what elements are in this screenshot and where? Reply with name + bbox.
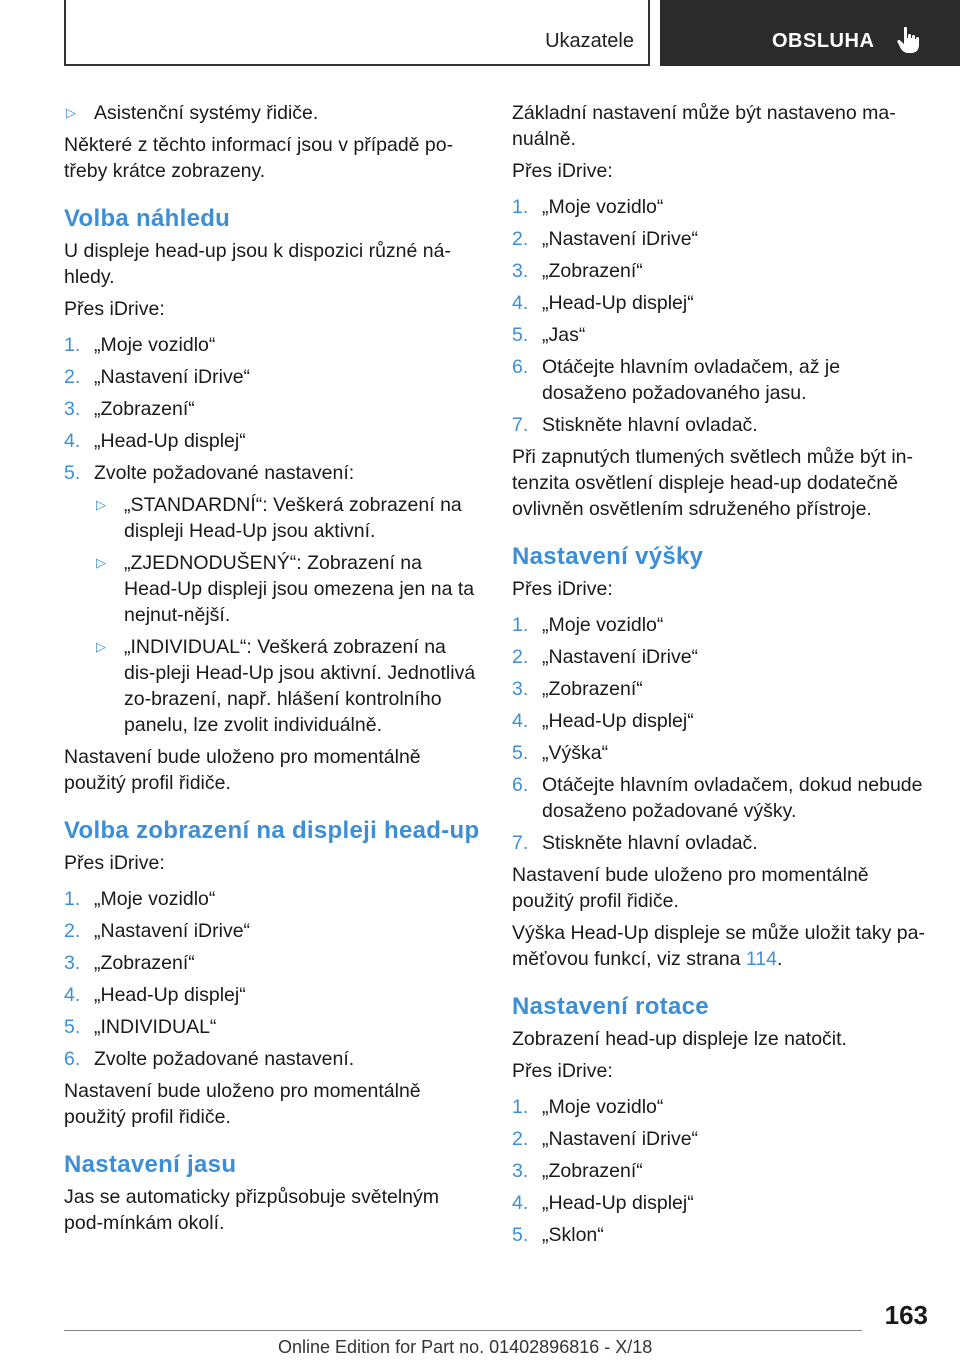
list-item: 5. „Jas“ [512,324,586,346]
list-item: 1. „Moje vozidlo“ [64,334,216,356]
profile-note: Nastavení bude uloženo pro momentálně použitý profil řidiče. [64,1080,421,1128]
footer-edition: Online Edition for Part no. 01402896816 - X/18 [278,1337,653,1357]
triangle-bullet-icon: ▷ [96,639,106,654]
list-item: 3. „Zobrazení“ [64,398,195,420]
list-item: 4. „Head-Up displej“ [64,984,246,1006]
list-item: 5. „INDIVIDUAL“ [64,1016,217,1038]
list-item: 6. Zvolte požadované nastavení. [64,1048,355,1070]
heading-view-selection: Volba náhledu [64,205,231,232]
right-column [512,100,928,1254]
brightness-text: Jas se automaticky přizpůsobuje světelným pod-mínkám okolí. [64,1186,440,1234]
option-standard: ▷ „STANDARDNÍ“: Veškerá zobrazení na displeji Head-Up jsou aktivní. [96,494,462,542]
heading-brightness: Nastavení jasu [64,1151,237,1178]
list-item: 6. Otáčejte hlavním ovladačem, dokud nebude dosaženo požadované výšky. [512,774,923,822]
page-number: 163 [884,1300,928,1330]
section-tab[interactable] [64,0,650,66]
list-item: 3. „Zobrazení“ [512,678,643,700]
footer-divider [64,1330,862,1331]
list-item: 1. „Moje vozidlo“ [512,196,664,218]
list-item: 7. Stiskněte hlavní ovladač. [512,832,758,854]
list-item: 3. „Zobrazení“ [512,260,643,282]
list-item: 4. „Head-Up displej“ [512,1192,694,1214]
list-item: 5. „Sklon“ [512,1224,604,1246]
list-item: 2. „Nastavení iDrive“ [512,228,699,250]
page-header [0,0,960,66]
left-column [64,100,480,1242]
list-item: 4. „Head-Up displej“ [64,430,246,452]
heading-display-selection: Volba zobrazení na displeji head-up [64,817,480,844]
list-item: 2. „Nastavení iDrive“ [512,646,699,668]
rotation-text: Zobrazení head-up displeje lze natočit. [512,1028,847,1050]
list-item: 3. „Zobrazení“ [64,952,195,974]
intro-bullet: ▷ Asistenční systémy řidiče. [66,102,319,124]
via-idrive-label: Přes iDrive: [512,1060,613,1082]
list-item: 4. „Head-Up displej“ [512,292,694,314]
option-individual: ▷ „INDIVIDUAL“: Veškerá zobrazení na dis-pleji Head-Up jsou aktivní. Jednotlivá zo-brazení, např. hlášení kontrolního panelu, lze zvolit individuálně. [96,636,476,736]
list-item: 6. Otáčejte hlavním ovladačem, až je dosaženo požadovaného jasu. [512,356,841,404]
chapter-tab[interactable] [660,0,960,66]
via-idrive-label: Přes iDrive: [64,298,165,320]
list-item: 2. „Nastavení iDrive“ [64,366,251,388]
option-simplified: ▷ „ZJEDNODUŠENÝ“: Zobrazení na Head-Up displeji jsou omezena jen na ta nejnut-nější. [96,552,475,626]
memory-function-text: Výška Head-Up displeje se může uložit taky pa-měťovou funkcí, viz strana 114. [512,922,925,970]
view-selection-text: U displeje head-up jsou k dispozici různé ná-hledy. [64,240,451,288]
list-item: 1. „Moje vozidlo“ [512,614,664,636]
heading-height: Nastavení výšky [512,543,704,570]
list-item: 7. Stiskněte hlavní ovladač. [512,414,758,436]
list-item: 5. Zvolte požadované nastavení: [64,462,355,484]
view-selection-steps [64,332,480,486]
list-item: 5. „Výška“ [512,742,609,764]
triangle-bullet-icon: ▷ [96,555,106,570]
list-item: 3. „Zobrazení“ [512,1160,643,1182]
via-idrive-label: Přes iDrive: [64,852,165,874]
list-item: 1. „Moje vozidlo“ [512,1096,664,1118]
dimmed-lights-note: Při zapnutých tlumených světlech může být in-tenzita osvětlení displeje head-up dodatečně ovlivněn osvětlením sdruženého přístroje. [512,446,914,520]
display-selection-steps [64,886,480,1072]
list-item: 1. „Moje vozidlo“ [64,888,216,910]
triangle-bullet-icon: ▷ [66,105,76,120]
list-item: 4. „Head-Up displej“ [512,710,694,732]
height-steps [512,612,928,856]
profile-note: Nastavení bude uloženo pro momentálně použitý profil řidiče. [512,864,869,912]
profile-note: Nastavení bude uloženo pro momentálně použitý profil řidiče. [64,746,421,794]
list-item: 2. „Nastavení iDrive“ [512,1128,699,1150]
intro-text: Některé z těchto informací jsou v případě po-třeby krátce zobrazeny. [64,134,454,182]
via-idrive-label: Přes iDrive: [512,160,613,182]
brightness-steps [512,194,928,438]
heading-rotation: Nastavení rotace [512,993,709,1020]
via-idrive-label: Přes iDrive: [512,578,613,600]
rotation-steps [512,1094,928,1248]
manual-text: Základní nastavení může být nastaveno ma-nuálně. [512,102,896,150]
page-link-114[interactable]: 114 [745,948,777,970]
section-title: Ukazatele [545,30,634,52]
list-item: 2. „Nastavení iDrive“ [64,920,251,942]
hand-pointer-icon [896,26,922,54]
chapter-title: OBSLUHA [772,30,875,52]
triangle-bullet-icon: ▷ [96,497,106,512]
